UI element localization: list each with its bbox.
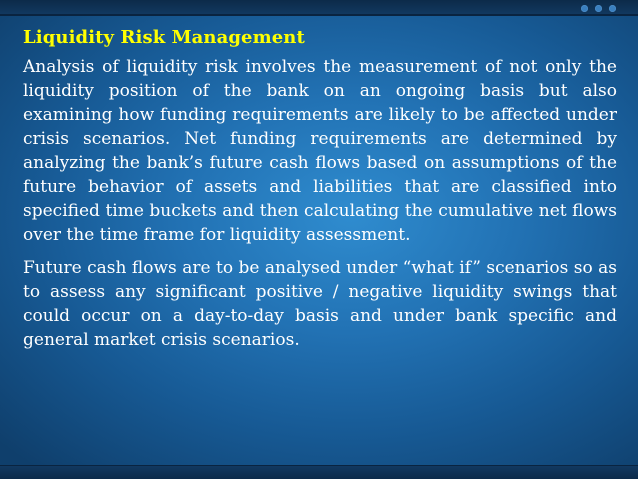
dot-icon (609, 5, 616, 12)
dot-icon (581, 5, 588, 12)
paragraph-liquidity-analysis: Analysis of liquidity risk involves the measurement of not only the liquidity position of the bank on an ongoing basis but also examining how funding requirements are likely to be affected under crisis scenarios. Net funding requirements are determined by analyzing the bank’s future cash flows based on assumptions of the future behavior of assets and liabilities that are classified into specified time buckets and then calculating the cumulative net flows over the time frame for liquidity assessment. (23, 57, 617, 245)
bottom-band (0, 465, 638, 479)
paragraph-future-cash-flows: Future cash flows are to be analysed under “what if” scenarios so as to assess any significant positive / negative liquidity swings that could occur on a day-to-day basis and under bank specific and general market crisis scenarios. (23, 258, 617, 350)
slide-content (23, 26, 617, 361)
slide-heading: Liquidity Risk Management (23, 27, 305, 48)
dot-icon (595, 5, 602, 12)
decorative-dots (581, 5, 616, 12)
top-band (0, 0, 638, 16)
